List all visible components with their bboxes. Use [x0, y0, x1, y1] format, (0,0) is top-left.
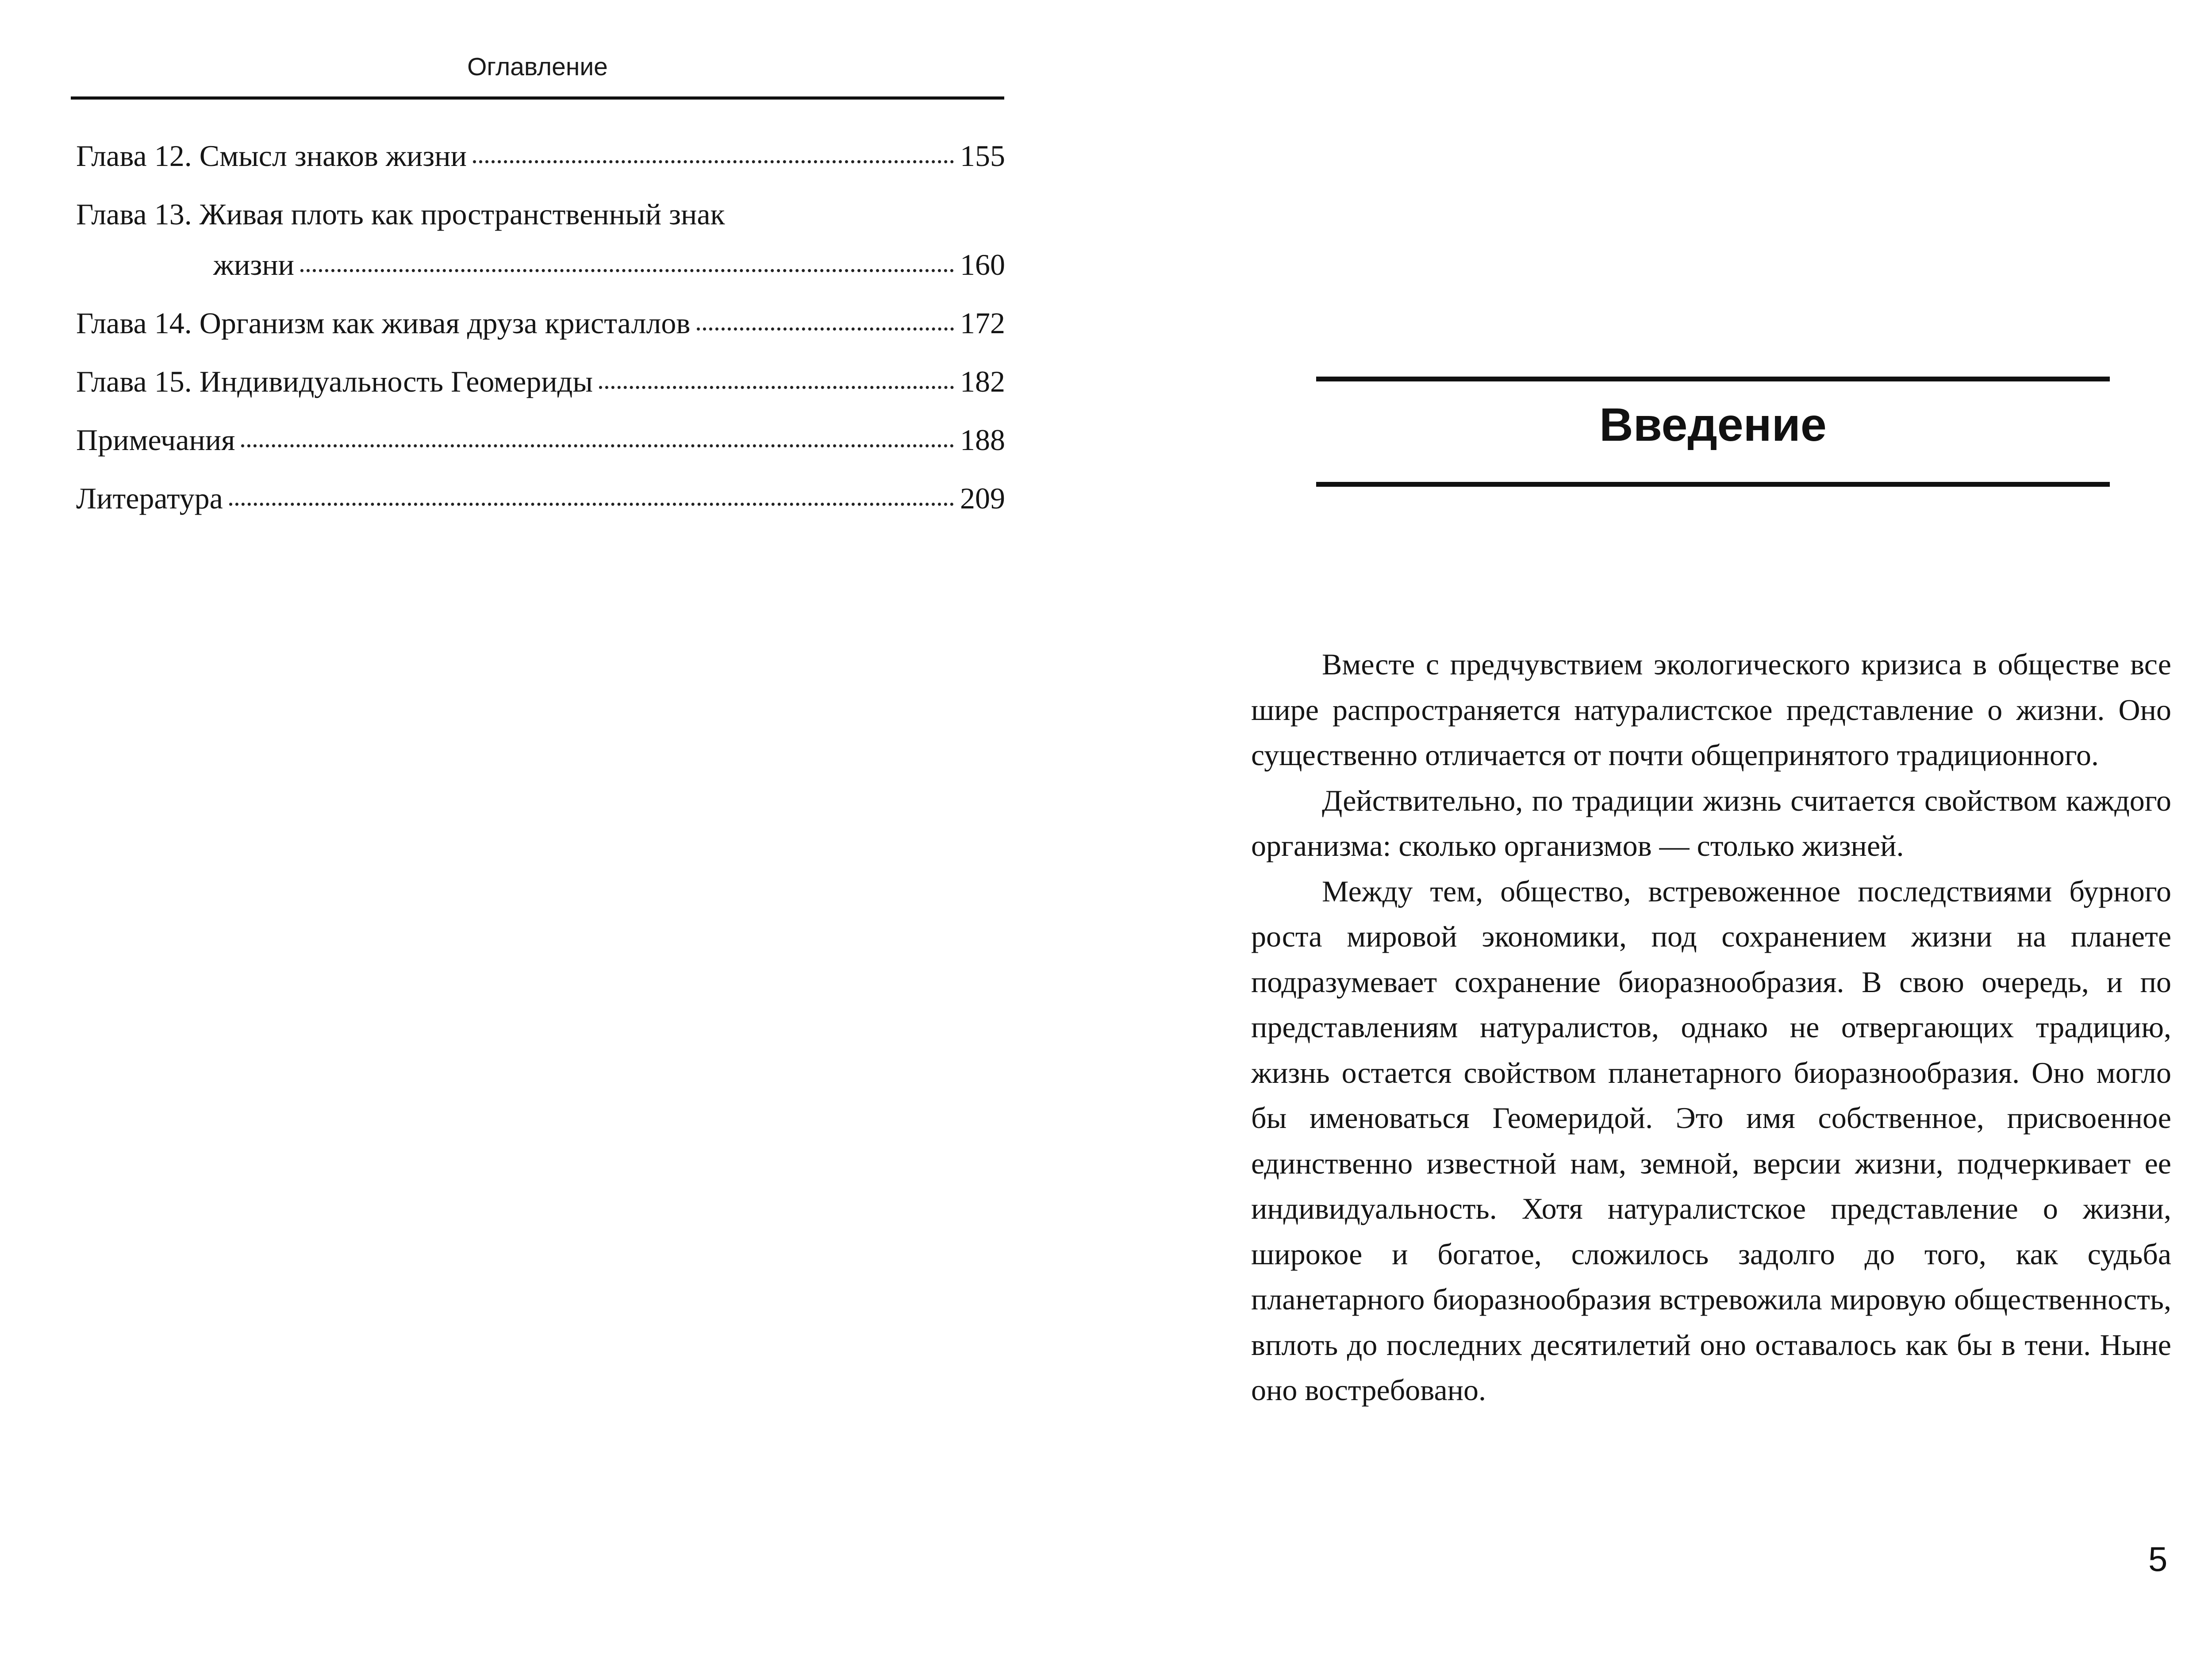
table-of-contents: [76, 141, 1005, 542]
toc-entry-page: 155: [960, 139, 1005, 173]
toc-entry-page: 188: [960, 423, 1005, 457]
toc-dot-leader: [241, 444, 954, 447]
toc-dot-leader: [300, 269, 954, 272]
toc-entry-page: 160: [960, 248, 1005, 281]
toc-entry-title-continued: жизни: [213, 248, 295, 281]
toc-entry-title: Глава 13. Живая плоть как пространственный знак: [76, 197, 725, 231]
toc-dot-leader: [473, 160, 954, 163]
toc-entry-chapter-12[interactable]: [76, 141, 1005, 177]
toc-entry-page: 209: [960, 481, 1005, 515]
toc-entry-title: Литература: [76, 481, 223, 515]
toc-dot-leader: [697, 327, 954, 331]
toc-entry-literature[interactable]: [76, 483, 1005, 520]
paragraph: Действительно, по традиции жизнь считается свойством каждого организма: сколько организмов — столько жизней.: [1251, 783, 2171, 862]
toc-entry-page: 172: [960, 306, 1005, 340]
running-head: Оглавление: [467, 53, 608, 81]
page-number: 5: [2148, 1540, 2168, 1578]
toc-entry-chapter-15[interactable]: [76, 366, 1005, 403]
paragraph: Вместе с предчувствием экологического кризиса в обществе все шире распространяется натуралистское представление о жизни. Оно существенно отличается от почти общепринятого традиционного.: [1251, 647, 2171, 772]
toc-entry-chapter-14[interactable]: [76, 308, 1005, 344]
chapter-title: Введение: [1599, 399, 1827, 451]
toc-entry-notes[interactable]: [76, 425, 1005, 461]
right-page: [1110, 0, 2212, 1655]
toc-entry-page: 182: [960, 365, 1005, 398]
chapter-heading-bottom-rule: [1316, 482, 2110, 487]
toc-dot-leader: [229, 503, 954, 506]
toc-entry-title: Глава 14. Организм как живая друза кристаллов: [76, 306, 691, 340]
toc-entry-title: Примечания: [76, 423, 235, 457]
body-text: [1251, 642, 2171, 1413]
paragraph: Между тем, общество, встревоженное последствиями бурного роста мировой экономики, под сохранением жизни на планете подразумевает сохранение биоразнообразия. В свою очередь, и по представлениям натуралистов, однако не отвергающих традицию, жизнь остается свойством планетарного биоразнообразия. Оно могло бы именоваться Геомеридой. Это имя собственное, присвоенное единственно известной нам, земной, версии жизни, подчеркивает ее индивидуальность. Хотя натуралистское представление о жизни, широкое и богатое, сложилось задолго до того, как судьба планетарного биоразнообразия встревожила мировую общественность, вплоть до последних десятилетий оно оставалось как бы в тени. Ныне оно востребовано.: [1251, 874, 2171, 1407]
toc-dot-leader: [599, 386, 954, 389]
running-head-rule: [71, 96, 1004, 100]
toc-entry-title: Глава 15. Индивидуальность Геомериды: [76, 365, 593, 398]
toc-entry-title: Глава 12. Смысл знаков жизни: [76, 139, 467, 173]
chapter-heading-top-rule: [1316, 377, 2110, 381]
toc-entry-chapter-13[interactable]: [76, 199, 1005, 286]
